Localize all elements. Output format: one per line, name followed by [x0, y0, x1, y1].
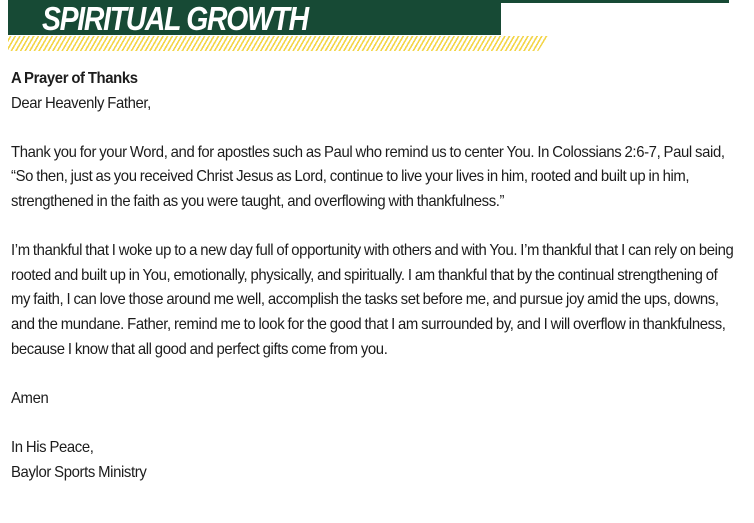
prayer-body [11, 67, 735, 485]
paragraph-spacer [11, 116, 735, 141]
section-title: SPIRITUAL GROWTH [42, 0, 308, 35]
prayer-closing: Amen [11, 389, 49, 407]
paragraph-spacer [11, 362, 735, 387]
section-header-band [8, 0, 501, 35]
paragraph-spacer [11, 215, 735, 240]
prayer-paragraph-2: I’m thankful that I woke up to a new day full of opportunity with others and with You. I’m thankful that I can rely on being rooted and built up in You, emotionally, physically, and spiritually. I am thankful that by the continual strengthening of my faith, I can love those around me well, accomplish the tasks set before me, and pursue joy amid the ups, downs, and the mundane. Father, remind me to look for the good that I am surrounded by, and I will overflow in thankfulness, because I know that all good and perfect gifts come from you. [11, 242, 734, 358]
prayer-signoff: In His Peace, [11, 438, 94, 456]
prayer-salutation: Dear Heavenly Father, [11, 94, 151, 112]
decorative-hatch-stripe [8, 36, 548, 51]
prayer-signature: Baylor Sports Ministry [11, 463, 147, 481]
prayer-paragraph-1: Thank you for your Word, and for apostles such as Paul who remind us to center You. In Colossians 2:6-7, Paul said, “So then, just as you received Christ Jesus as Lord, continue to live your lives in him, rooted and built up in him, strengthened in the faith as you were taught, and overflowing with thankfulness.” [11, 143, 725, 210]
prayer-title: A Prayer of Thanks [11, 70, 138, 87]
paragraph-spacer [11, 411, 735, 436]
